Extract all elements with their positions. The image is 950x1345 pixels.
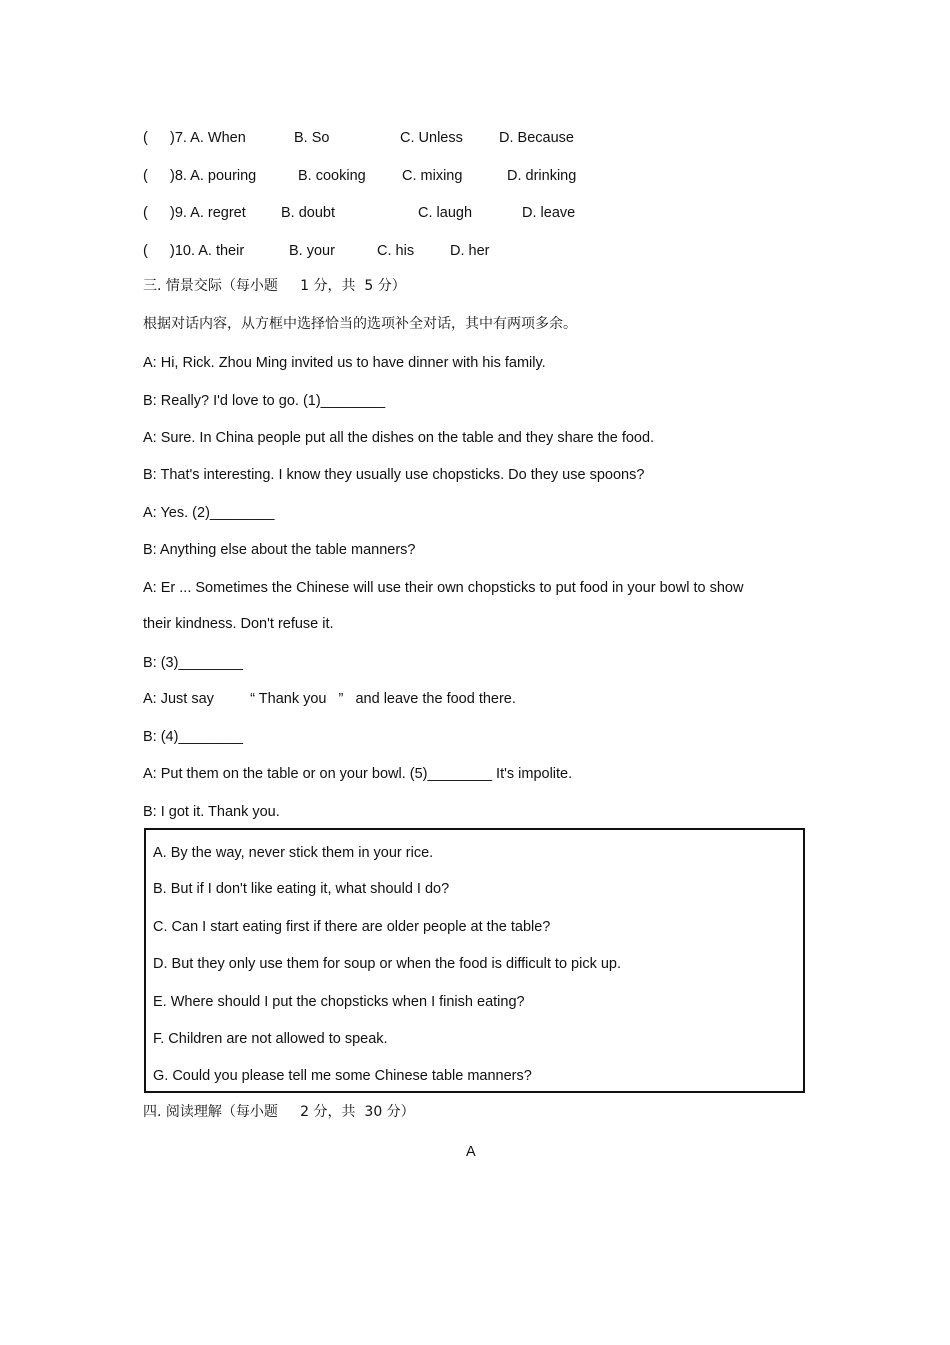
passage-label: A <box>466 1144 476 1160</box>
dialogue-line: A: Er ... Sometimes the Chinese will use their own chopsticks to put food in your bowl to show <box>143 580 744 596</box>
option-b: B. doubt <box>281 205 336 221</box>
option-d: D. her <box>450 243 490 259</box>
option-d: D. drinking <box>507 168 577 184</box>
dialogue-line: A: Hi, Rick. Zhou Ming invited us to have dinner with his family. <box>143 355 546 371</box>
option-c: C. Unless <box>400 130 463 146</box>
option-c: C. his <box>377 243 415 259</box>
option-b: B. So <box>294 130 330 146</box>
dialogue-line: B: I got it. Thank you. <box>143 804 280 820</box>
option-c: C. laugh <box>418 205 473 221</box>
dialogue-line: B: (3)________ <box>143 655 243 671</box>
section-heading: 四. 阅读理解（每小题 2 分，共 30 分） <box>143 1104 415 1120</box>
dialogue-line: A: Just say “ Thank you ” and leave the food there. <box>143 691 516 707</box>
dialogue-line: their kindness. Don't refuse it. <box>143 616 334 632</box>
option-d: D. leave <box>522 205 576 221</box>
option-a: )7. A. When <box>170 130 246 146</box>
option-d: D. Because <box>499 130 574 146</box>
option-item: F. Children are not allowed to speak. <box>153 1031 388 1047</box>
option-item: G. Could you please tell me some Chinese table manners? <box>153 1068 532 1084</box>
option-item: E. Where should I put the chopsticks when I finish eating? <box>153 994 525 1010</box>
options-box <box>144 828 805 1093</box>
answer-paren: ( <box>143 243 148 259</box>
option-b: B. cooking <box>298 168 366 184</box>
option-a: )8. A. pouring <box>170 168 257 184</box>
option-a: )10. A. their <box>170 243 245 259</box>
dialogue-line: B: That's interesting. I know they usually use chopsticks. Do they use spoons? <box>143 467 645 483</box>
section-heading: 三. 情景交际（每小题 1 分，共 5 分） <box>143 278 406 294</box>
option-item: A. By the way, never stick them in your rice. <box>153 845 434 861</box>
dialogue-line: B: Really? I'd love to go. (1)________ <box>143 393 386 409</box>
option-item: B. But if I don't like eating it, what should I do? <box>153 881 450 897</box>
dialogue-line: A: Put them on the table or on your bowl. (5)________ It's impolite. <box>143 766 573 782</box>
answer-paren: ( <box>143 168 148 184</box>
dialogue-line: B: (4)________ <box>143 729 243 745</box>
section-instruction: 根据对话内容，从方框中选择恰当的选项补全对话，其中有两项多余。 <box>143 316 577 332</box>
option-item: C. Can I start eating first if there are older people at the table? <box>153 919 551 935</box>
dialogue-line: B: Anything else about the table manners? <box>143 542 416 558</box>
dialogue-line: A: Sure. In China people put all the dishes on the table and they share the food. <box>143 430 655 446</box>
option-c: C. mixing <box>402 168 463 184</box>
option-a: )9. A. regret <box>170 205 246 221</box>
dialogue-line: A: Yes. (2)________ <box>143 505 275 521</box>
answer-paren: ( <box>143 205 148 221</box>
answer-paren: ( <box>143 130 148 146</box>
option-item: D. But they only use them for soup or when the food is difficult to pick up. <box>153 956 622 972</box>
option-b: B. your <box>289 243 335 259</box>
